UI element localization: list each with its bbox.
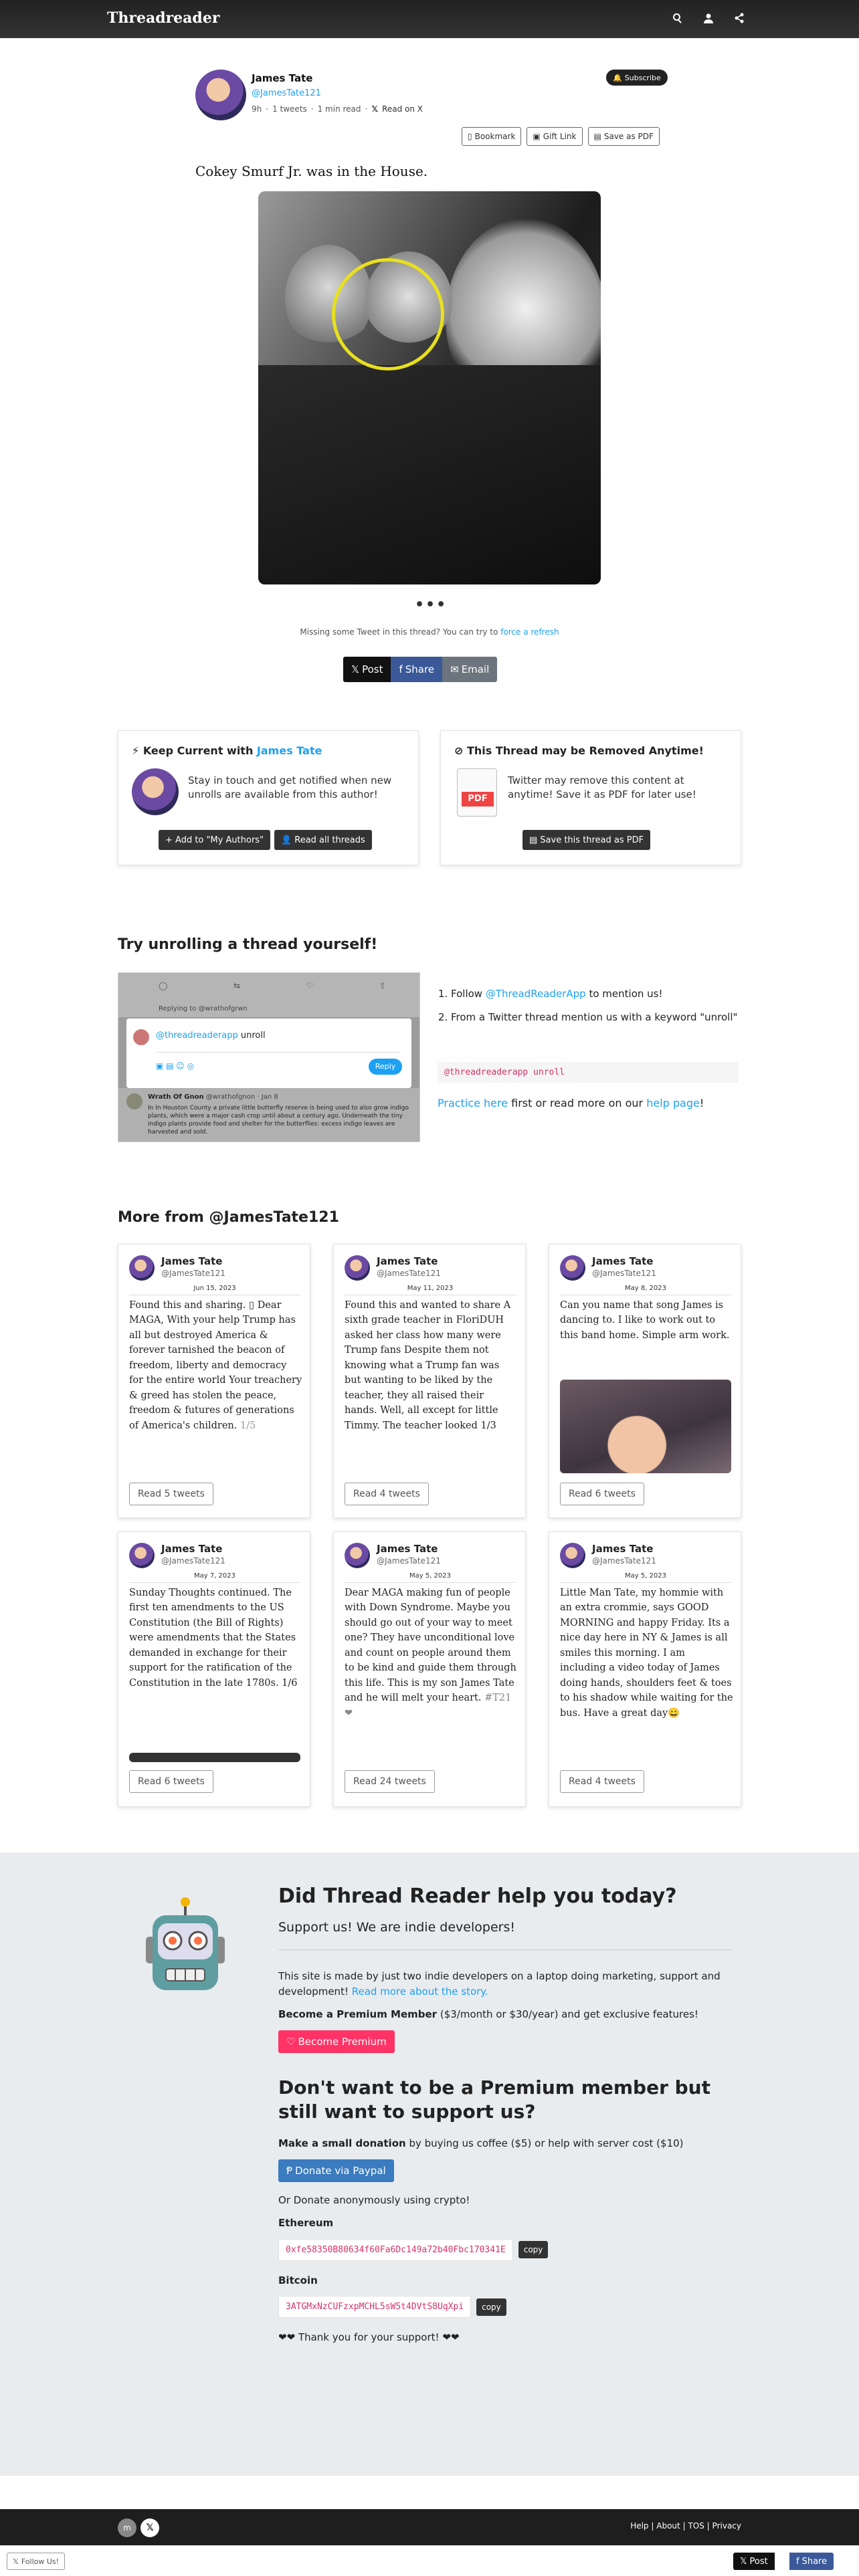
thread-card[interactable] — [549, 1531, 741, 1807]
author-avatar[interactable] — [195, 70, 246, 120]
practice-line: Practice here first or read more on our help page! — [438, 1097, 704, 1109]
brand-logo[interactable]: Threadreader — [107, 9, 220, 27]
bookmark-button[interactable] — [462, 127, 521, 146]
read-tweets-button[interactable]: Read 6 tweets — [560, 1483, 644, 1505]
privacy-link[interactable]: Privacy — [712, 2521, 741, 2531]
ethereum-label: Ethereum — [278, 2217, 334, 2230]
share-buttons — [343, 657, 497, 682]
read-all-threads-button[interactable] — [274, 830, 372, 850]
removed-text: Twitter may remove this content at anytime! Save it as PDF for later use! — [508, 774, 696, 800]
save-thread-pdf-button[interactable] — [522, 830, 650, 850]
card-author-handle: @JamesTate121 — [592, 1269, 656, 1278]
read-tweets-button[interactable]: Read 6 tweets — [129, 1770, 213, 1793]
thread-card[interactable] — [333, 1531, 526, 1807]
card-author-name: James Tate — [377, 1255, 438, 1267]
heart-icon: ♡ — [286, 2035, 296, 2048]
author-avatar — [560, 1543, 585, 1568]
add-to-my-authors-button[interactable]: + Add to "My Authors" — [159, 830, 270, 850]
author-avatar — [560, 1255, 585, 1281]
become-premium-button[interactable] — [278, 2030, 395, 2053]
x-icon: 𝕏 — [371, 104, 379, 114]
card-date: May 5, 2023 — [560, 1572, 731, 1583]
email-label: Email — [461, 663, 490, 675]
author-avatar — [129, 1543, 155, 1568]
step-1: 1. Follow @ThreadReaderApp to mention us! — [451, 987, 739, 1001]
x-icon: 𝕏 — [351, 663, 360, 675]
card-author-handle: @JamesTate121 — [161, 1269, 225, 1278]
crypto-intro: Or Donate anonymously using crypto! — [278, 2193, 470, 2206]
step-2: 2. From a Twitter thread mention us with a keyword "unroll" — [451, 1010, 739, 1025]
paypal-icon: Ᵽ — [286, 2164, 293, 2177]
practice-link[interactable]: Practice here — [438, 1097, 508, 1109]
facebook-share-button[interactable] — [391, 657, 442, 682]
read-on-x-link[interactable]: Read on X — [382, 104, 423, 114]
thread-meta: 9h · 1 tweets · 1 min read · 𝕏 Read on X — [252, 104, 423, 114]
card-text: Sunday Thoughts continued. The first ten amendments to the US Constitution (the Bill of Rights) were amendments that the States demanded in exchange for their support for the ratification of the Constitution in the late 1780s. 1/6 — [129, 1588, 298, 1689]
post-button[interactable] — [343, 657, 391, 682]
author-avatar — [345, 1255, 370, 1281]
paypal-donate-button[interactable] — [278, 2159, 394, 2182]
removed-title: ⊘ This Thread may be Removed Anytime! — [454, 744, 704, 757]
threadreaderapp-link[interactable]: @ThreadReaderApp — [485, 988, 586, 1000]
card-image — [560, 1380, 731, 1473]
card-date: May 11, 2023 — [345, 1285, 516, 1295]
bookmark-label: Bookmark — [474, 132, 516, 141]
card-author-handle: @JamesTate121 — [377, 1556, 441, 1566]
fixed-post-button[interactable] — [733, 2553, 775, 2570]
tweet-photo[interactable] — [258, 191, 601, 584]
time-ago: 9h — [252, 104, 262, 114]
gift-label: Gift Link — [543, 132, 577, 141]
keep-current-text: Stay in touch and get notified when new unrolls are available from this author! — [188, 774, 392, 800]
missing-text: Missing some Tweet in this thread? You can try to — [300, 627, 498, 637]
card-date: May 5, 2023 — [345, 1572, 516, 1583]
read-time: 1 min read — [317, 104, 361, 114]
user-icon: 👤 — [281, 835, 292, 845]
post-label: Post — [362, 663, 383, 675]
footer-links: Help | About | TOS | Privacy — [630, 2521, 741, 2531]
top-navbar — [0, 0, 859, 38]
donation-line: Make a small donation by buying us coffee ($5) or help with server cost ($10) — [278, 2137, 684, 2150]
fixed-post-label: Post — [749, 2556, 768, 2567]
card-date: May 8, 2023 — [560, 1285, 731, 1295]
author-avatar — [129, 1255, 155, 1281]
card-author-name: James Tate — [377, 1543, 438, 1555]
premium-line: Become a Premium Member ($3/month or $30/year) and get exclusive features! — [278, 2008, 698, 2020]
try-unroll-title: Try unrolling a thread yourself! — [118, 936, 378, 953]
bitcoin-address[interactable]: 3ATGMxNzCUFzxpMCHL5sW5t4DVtS8UqXpi — [278, 2296, 471, 2318]
thread-card[interactable] — [549, 1244, 741, 1518]
thread-card[interactable] — [118, 1531, 310, 1807]
mastodon-icon[interactable]: m — [118, 2518, 136, 2537]
about-link[interactable]: About — [656, 2521, 680, 2531]
save-thread-label: Save this thread as PDF — [540, 835, 644, 845]
footer-bar — [0, 2509, 859, 2545]
card-author-name: James Tate — [592, 1255, 654, 1267]
gift-icon: ▣ — [533, 132, 541, 141]
follow-us-button[interactable] — [7, 2553, 65, 2570]
save-pdf-button[interactable] — [588, 127, 660, 146]
user-icon[interactable] — [701, 11, 716, 25]
card-author-handle: @JamesTate121 — [377, 1269, 441, 1278]
bookmark-icon: ▯ — [468, 132, 472, 141]
card-text: Can you name that song James is dancing to. I like to work out to this band home. Simple arm work. — [560, 1300, 730, 1341]
x-icon: 𝕏 — [740, 2556, 747, 2567]
author-avatar[interactable] — [132, 768, 179, 815]
help-link[interactable]: Help — [630, 2521, 649, 2531]
author-link[interactable]: James Tate — [256, 744, 322, 757]
card-text: Found this and wanted to share A sixth grade teacher in FloriDUH asked her class how many were Trump fans Despite them not knowing what a Trump fan was but wanting to be liked by the teacher, they all raised their hands. Well, all except for little Timmy. The teacher looked 1/3 — [345, 1300, 511, 1431]
support-lead: Support us! We are indie developers! — [278, 1920, 731, 1950]
card-text: Dear MAGA making fun of people with Down Syndrome. Maybe you should go out of your way to meet one? They have unconditional love and count on people around them to be kind and guide them through this life. This is my son James Tate and he will melt your heart. #T21 ❤ — [345, 1588, 516, 1719]
x-icon[interactable]: 𝕏 — [140, 2518, 159, 2537]
support-title: Did Thread Reader help you today? — [278, 1885, 677, 1908]
tos-link[interactable]: TOS — [688, 2521, 704, 2531]
thread-card[interactable] — [333, 1244, 526, 1518]
thread-removed-card — [440, 730, 741, 865]
copy-bitcoin-button[interactable]: copy — [476, 2298, 506, 2316]
pdf-label: Save as PDF — [603, 132, 654, 141]
card-author-handle: @JamesTate121 — [161, 1556, 225, 1566]
fixed-share-bar — [0, 2545, 859, 2576]
bitcoin-label: Bitcoin — [278, 2274, 318, 2286]
support-body: This site is made by just two indie developers on a laptop doing marketing, support and development! Read more about the story. — [278, 1970, 721, 1998]
thanks-text: ❤❤ Thank you for your support! ❤❤ — [278, 2331, 460, 2344]
read-tweets-button[interactable]: Read 4 tweets — [345, 1483, 429, 1505]
thread-ellipsis: ••• — [415, 597, 448, 613]
robot-icon — [142, 1897, 229, 1997]
fixed-share-label: Share — [801, 2556, 828, 2567]
tweet-count: 1 tweets — [272, 104, 307, 114]
unroll-code: @threadreaderapp unroll — [438, 1062, 739, 1083]
facebook-icon: f — [399, 663, 403, 675]
search-icon[interactable] — [670, 11, 685, 25]
fixed-share-button[interactable] — [789, 2553, 834, 2570]
copy-ethereum-button[interactable]: copy — [518, 2241, 549, 2258]
read-all-label: Read all threads — [294, 835, 365, 845]
thread-header — [195, 70, 664, 130]
x-icon: 𝕏 — [13, 2557, 19, 2566]
author-handle[interactable]: @JamesTate121 — [252, 88, 321, 98]
card-image — [129, 1753, 300, 1762]
author-avatar — [345, 1543, 370, 1568]
donation-title: Don't want to be a Premium member but still want to support us? — [278, 2076, 710, 2123]
missing-tweet-notice — [0, 627, 859, 637]
facebook-icon: f — [796, 2556, 799, 2567]
thread-actions — [462, 127, 660, 146]
more-from-title: More from @JamesTate121 — [118, 1209, 339, 1226]
highlight-circle — [332, 258, 444, 370]
card-author-handle: @JamesTate121 — [592, 1556, 656, 1566]
paypal-label: Donate via Paypal — [295, 2164, 386, 2177]
tweet-text: Cokey Smurf Jr. was in the House. — [195, 163, 428, 179]
card-date: Jun 15, 2023 — [129, 1285, 300, 1295]
follow-label: Follow Us! — [21, 2557, 60, 2566]
force-refresh-link[interactable]: force a refresh — [500, 627, 559, 637]
file-icon: ▤ — [529, 835, 538, 845]
ethereum-address[interactable]: 0xfe58350B80634f60Fa6Dc149a72b40Fbc170341E — [278, 2239, 513, 2261]
keep-current-title: ⚡ Keep Current with James Tate — [132, 744, 322, 757]
card-author-name: James Tate — [161, 1255, 223, 1267]
card-author-name: James Tate — [592, 1543, 654, 1555]
email-icon: ✉ — [450, 663, 459, 675]
author-name[interactable]: James Tate — [252, 72, 313, 84]
email-button[interactable] — [442, 657, 497, 682]
thread-card[interactable] — [118, 1244, 310, 1518]
unroll-steps — [438, 987, 739, 1034]
read-tweets-button[interactable]: Read 4 tweets — [560, 1770, 644, 1793]
card-text: Little Man Tate, my hommie with an extra crommie, says GOOD MORNING and happy Friday. Its a nice day here in NY & James is all smiles this morning. I am including a video today of James doing hands, shoulders feet & toes to his shadow while waiting for the bus. Have a great day😀 — [560, 1588, 733, 1719]
bell-icon: 🔔 — [613, 73, 622, 82]
subscribe-label: Subscribe — [624, 73, 661, 82]
share-label: Share — [405, 663, 435, 675]
premium-label: Become Premium — [298, 2035, 387, 2048]
read-tweets-button[interactable]: Read 5 tweets — [129, 1483, 213, 1505]
card-author-name: James Tate — [161, 1543, 223, 1555]
gift-link-button[interactable] — [527, 127, 582, 146]
unroll-demo-image: ◯ ⇆ ♡ ⇪ Replying to @wrathofgrwn @threadreaderapp unroll ▣ ▤ ☺ ◎ Reply Wrath Of Gnon @wrathofgnon · Jan 8 In In Houston County a private little butterfly reserve is being used to also grow indigo plants, which were a major cash crop until about a century ago. Underneath the tiny indigo plants provide food and shelter for the butterflies: excess indigo leaves are harvested and sold. — [118, 972, 420, 1142]
file-icon: ▤ — [593, 132, 601, 141]
keep-current-card — [118, 730, 419, 865]
read-tweets-button[interactable]: Read 24 tweets — [345, 1770, 435, 1793]
share-icon[interactable] — [732, 11, 747, 25]
story-link[interactable]: Read more about the story. — [351, 1985, 488, 1998]
card-date: May 7, 2023 — [129, 1572, 300, 1583]
subscribe-button[interactable] — [606, 70, 668, 86]
help-page-link[interactable]: help page — [646, 1097, 700, 1109]
card-text: Found this and sharing. ▯ Dear MAGA, With your help Trump has all but destroyed America & forever tarnished the beacon of freedom, liberty and democracy for the entire world Your treachery & greed has stolen the peace, freedom & futures of generations of America's children. 1/5 — [129, 1300, 302, 1431]
support-content — [278, 1885, 731, 2353]
pdf-icon: PDF — [457, 768, 497, 817]
